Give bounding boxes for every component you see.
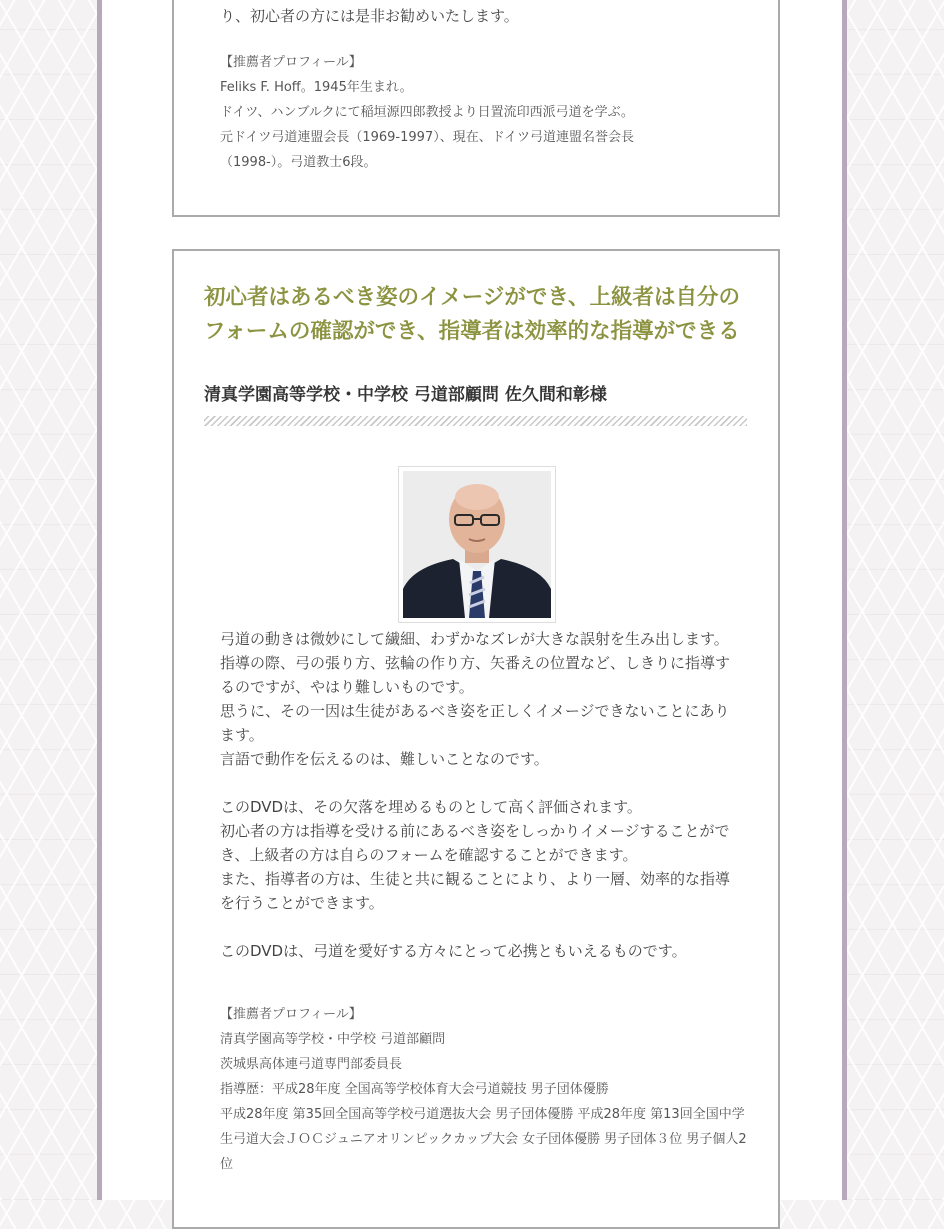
body-paragraph: このDVDは、その欠落を埋めるものとして高く評価されます。 初心者の方は指導を受ける前にあるべき姿をしっかりイメージすることができ、上級者の方は自らのフォームを確認することができます。 また、指導者の方は、生徒と共に観ることにより、より一層、効率的な指導を行うことができます。 (220, 798, 731, 912)
profile-line: Feliks F. Hoff。1945年生まれ。 (220, 80, 413, 95)
recommendation-heading: 初心者はあるべき姿のイメージができ、上級者は自分のフォームの確認ができ、指導者は効率的な指導ができる (204, 285, 740, 344)
portrait-photo-icon (403, 471, 551, 618)
profile-title: 【推薦者プロフィール】 (220, 1007, 362, 1022)
profile-line: （1998-）。弓道教士6段。 (220, 155, 377, 170)
recommendation-body (220, 627, 740, 987)
heading-divider (204, 416, 747, 426)
profile-line: 元ドイツ弓道連盟会長（1969-1997）、現在、ドイツ弓道連盟名誉会長 (220, 130, 635, 145)
recommender-profile-1 (220, 50, 760, 175)
body-paragraph: 弓道の動きは微妙にして繊細、わずかなズレが大きな誤射を生み出します。 指導の際、弓の張り方、弦輪の作り方、矢番えの位置など、しきりに指導するのですが、やはり難しいものです。 思うに、その一因は生徒があるべき姿を正しくイメージできないことにあります。 言語で動作を伝えるのは、難しいことなのです。 (220, 630, 731, 768)
profile-line: ドイツ、ハンブルクにて稲垣源四郎教授より日置流印西派弓道を学ぶ。 (220, 105, 634, 120)
recommendation-card-1 (172, 0, 780, 217)
recommendation-card-2 (172, 249, 780, 1229)
recommender-name: 清真学園高等学校・中学校 弓道部顧問 佐久間和彰様 (204, 385, 607, 405)
profile-title: 【推薦者プロフィール】 (220, 55, 362, 70)
profile-line: 清真学園高等学校・中学校 弓道部顧問 (220, 1032, 446, 1047)
body-paragraph: このDVDは、弓道を愛好する方々にとって必携ともいえるものです。 (220, 942, 687, 960)
profile-line: 茨城県高体連弓道専門部委員長 (220, 1057, 403, 1072)
recommender-profile-2 (220, 1002, 750, 1177)
page-content (97, 0, 847, 1200)
profile-line: 平成28年度 第35回全国高等学校弓道選抜大会 男子団体優勝 平成28年度 第13回全国中学生弓道大会ＪＯＣジュニアオリンピックカップ大会 女子団体優勝 男子団体３位 男子個人2位 (220, 1107, 747, 1172)
recommendation-closing-line: り、初心者の方には是非お勧めいたします。 (220, 7, 519, 25)
profile-line: 指導歴：平成28年度 全国高等学校体育大会弓道競技 男子団体優勝 (220, 1082, 609, 1097)
recommender-photo (398, 466, 556, 623)
